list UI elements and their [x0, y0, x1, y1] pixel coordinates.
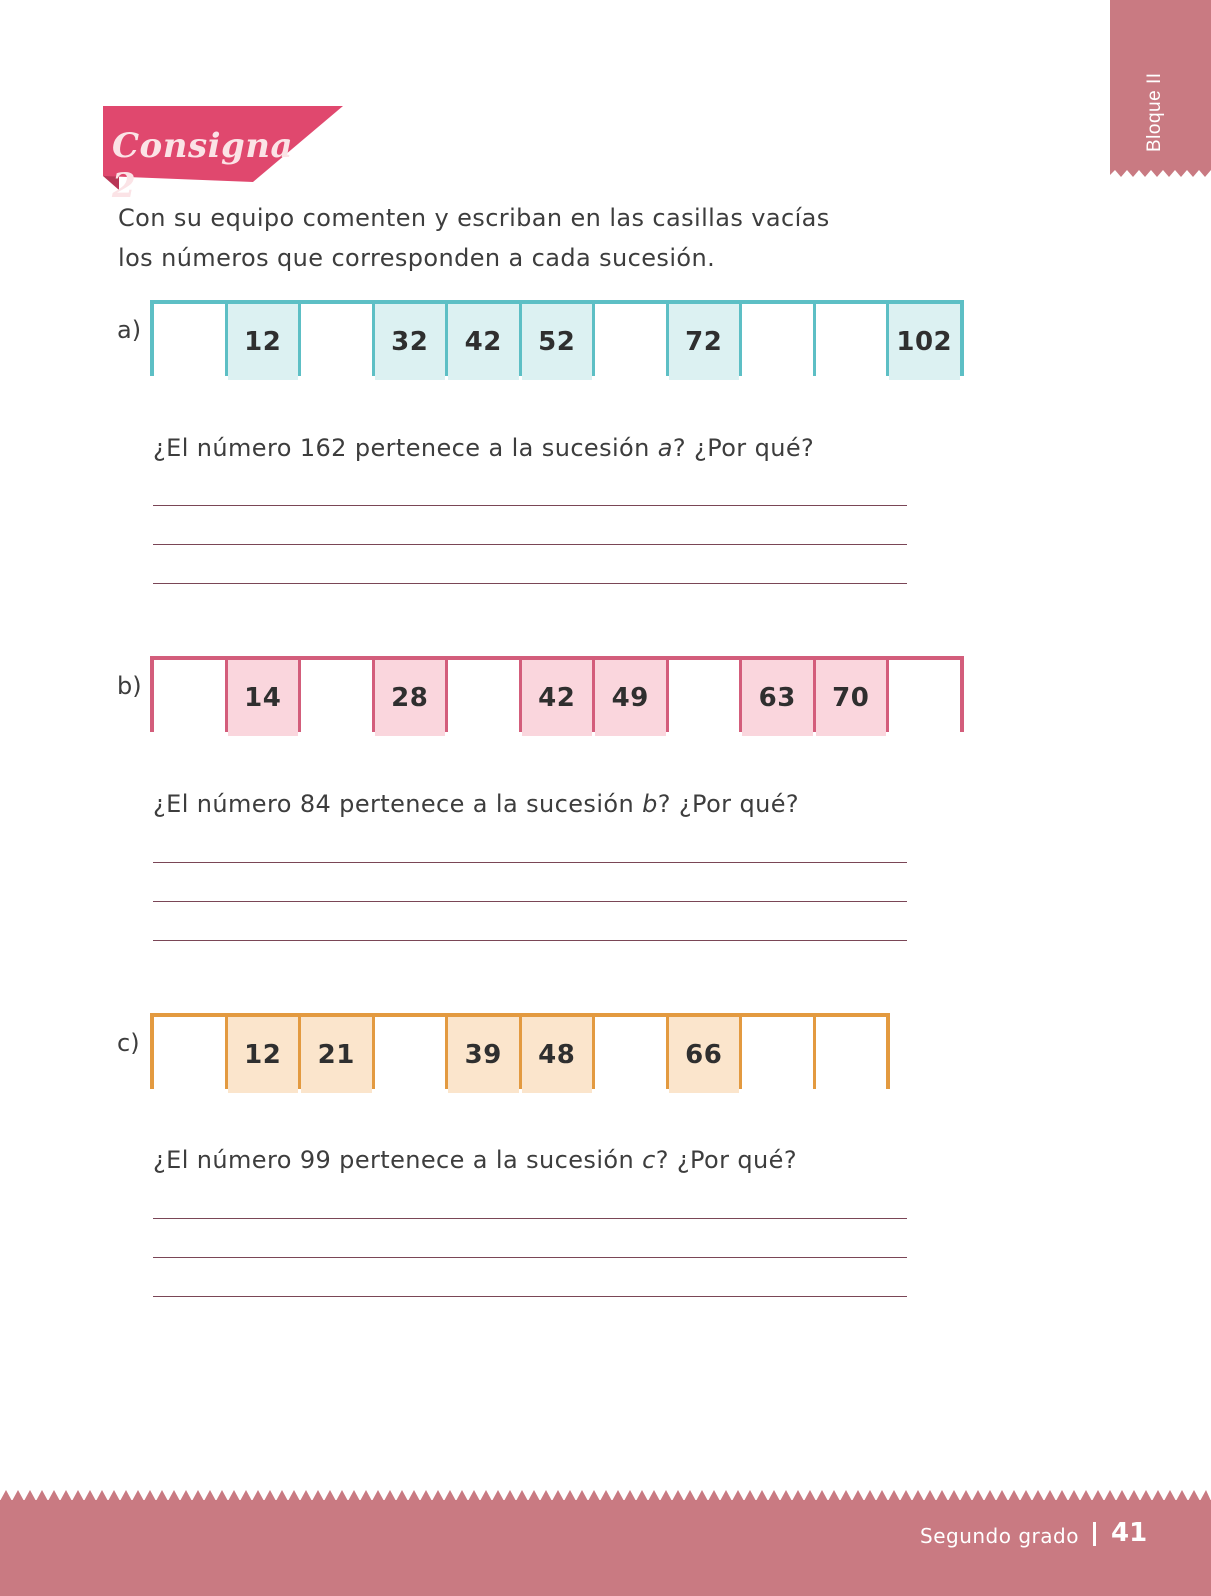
sequence-c-cell[interactable]: [816, 1017, 887, 1093]
instructions-line-1: Con su equipo comenten y escriban en las casillas vacías: [118, 204, 830, 232]
sequence-b-cell: 42: [522, 660, 593, 736]
sequence-a-cell[interactable]: [301, 304, 372, 380]
answer-line-a-2[interactable]: [153, 544, 907, 545]
question-b-text-end: ? ¿Por qué?: [657, 790, 800, 818]
sequence-a-cell[interactable]: [595, 304, 666, 380]
question-c-variable: c: [642, 1146, 656, 1174]
question-a-text-end: ? ¿Por qué?: [672, 434, 815, 462]
sequence-c: [150, 1013, 890, 1089]
sequence-a-cell[interactable]: [742, 304, 813, 380]
sequence-b-cell[interactable]: [448, 660, 519, 736]
sequence-c-cell: 12: [228, 1017, 299, 1093]
answer-line-a-1[interactable]: [153, 505, 907, 506]
sequence-a-cell: 52: [522, 304, 593, 380]
sequence-a-cell: 42: [448, 304, 519, 380]
sequence-c-label: c): [117, 1029, 140, 1057]
sequence-b-cell: 70: [816, 660, 887, 736]
page-number: 41: [1111, 1518, 1148, 1548]
footer-grade: Segundo grado: [920, 1524, 1079, 1548]
sequence-b-cell[interactable]: [154, 660, 225, 736]
sequence-a-cell: 72: [669, 304, 740, 380]
sequence-b-cell: 63: [742, 660, 813, 736]
sequence-c-cell: 66: [669, 1017, 740, 1093]
sequence-a-cell[interactable]: [816, 304, 887, 380]
footer-band: [0, 1500, 1211, 1596]
question-b: [153, 790, 913, 818]
sequence-b-cell[interactable]: [669, 660, 740, 736]
sequence-b-label: b): [117, 672, 142, 700]
answer-line-c-2[interactable]: [153, 1257, 907, 1258]
consigna-title: Consigna 2: [112, 126, 294, 206]
sequence-b-cell: 49: [595, 660, 666, 736]
question-c-text-end: ? ¿Por qué?: [655, 1146, 797, 1174]
sequence-a-cell[interactable]: [154, 304, 225, 380]
question-c: [153, 1146, 913, 1174]
sequence-a-cell: 12: [228, 304, 299, 380]
question-b-variable: b: [642, 790, 658, 818]
sequence-c-cell: 39: [448, 1017, 519, 1093]
sequence-c-cell: 48: [522, 1017, 593, 1093]
question-a: [153, 434, 913, 462]
sequence-a-label: a): [117, 316, 142, 344]
answer-line-a-3[interactable]: [153, 583, 907, 584]
question-a-text: ¿El número 162 pertenece a la sucesión: [153, 434, 658, 462]
answer-line-c-1[interactable]: [153, 1218, 907, 1219]
sequence-c-cell[interactable]: [154, 1017, 225, 1093]
footer-separator: [1093, 1522, 1096, 1546]
sequence-b-cell[interactable]: [889, 660, 960, 736]
sequence-c-cell: 21: [301, 1017, 372, 1093]
block-label: Bloque II: [1144, 72, 1165, 152]
question-a-variable: a: [657, 434, 673, 462]
sequence-a: [150, 300, 964, 376]
sequence-b-cell: 14: [228, 660, 299, 736]
sequence-b-cell[interactable]: [301, 660, 372, 736]
answer-line-c-3[interactable]: [153, 1296, 907, 1297]
instructions-line-2: los números que corresponden a cada sucesión.: [118, 244, 716, 272]
instructions: [118, 198, 918, 278]
question-b-text: ¿El número 84 pertenece a la sucesión: [153, 790, 643, 818]
answer-line-b-2[interactable]: [153, 901, 907, 902]
sequence-b: [150, 656, 964, 732]
sequence-c-cell[interactable]: [375, 1017, 446, 1093]
sequence-c-cell[interactable]: [742, 1017, 813, 1093]
side-tab-zigzag: [1110, 166, 1211, 178]
sequence-a-cell: 102: [889, 304, 960, 380]
sequence-b-cell: 28: [375, 660, 446, 736]
answer-line-b-1[interactable]: [153, 862, 907, 863]
answer-line-b-3[interactable]: [153, 940, 907, 941]
question-c-text: ¿El número 99 pertenece a la sucesión: [153, 1146, 643, 1174]
sequence-a-cell: 32: [375, 304, 446, 380]
sequence-c-cell[interactable]: [595, 1017, 666, 1093]
